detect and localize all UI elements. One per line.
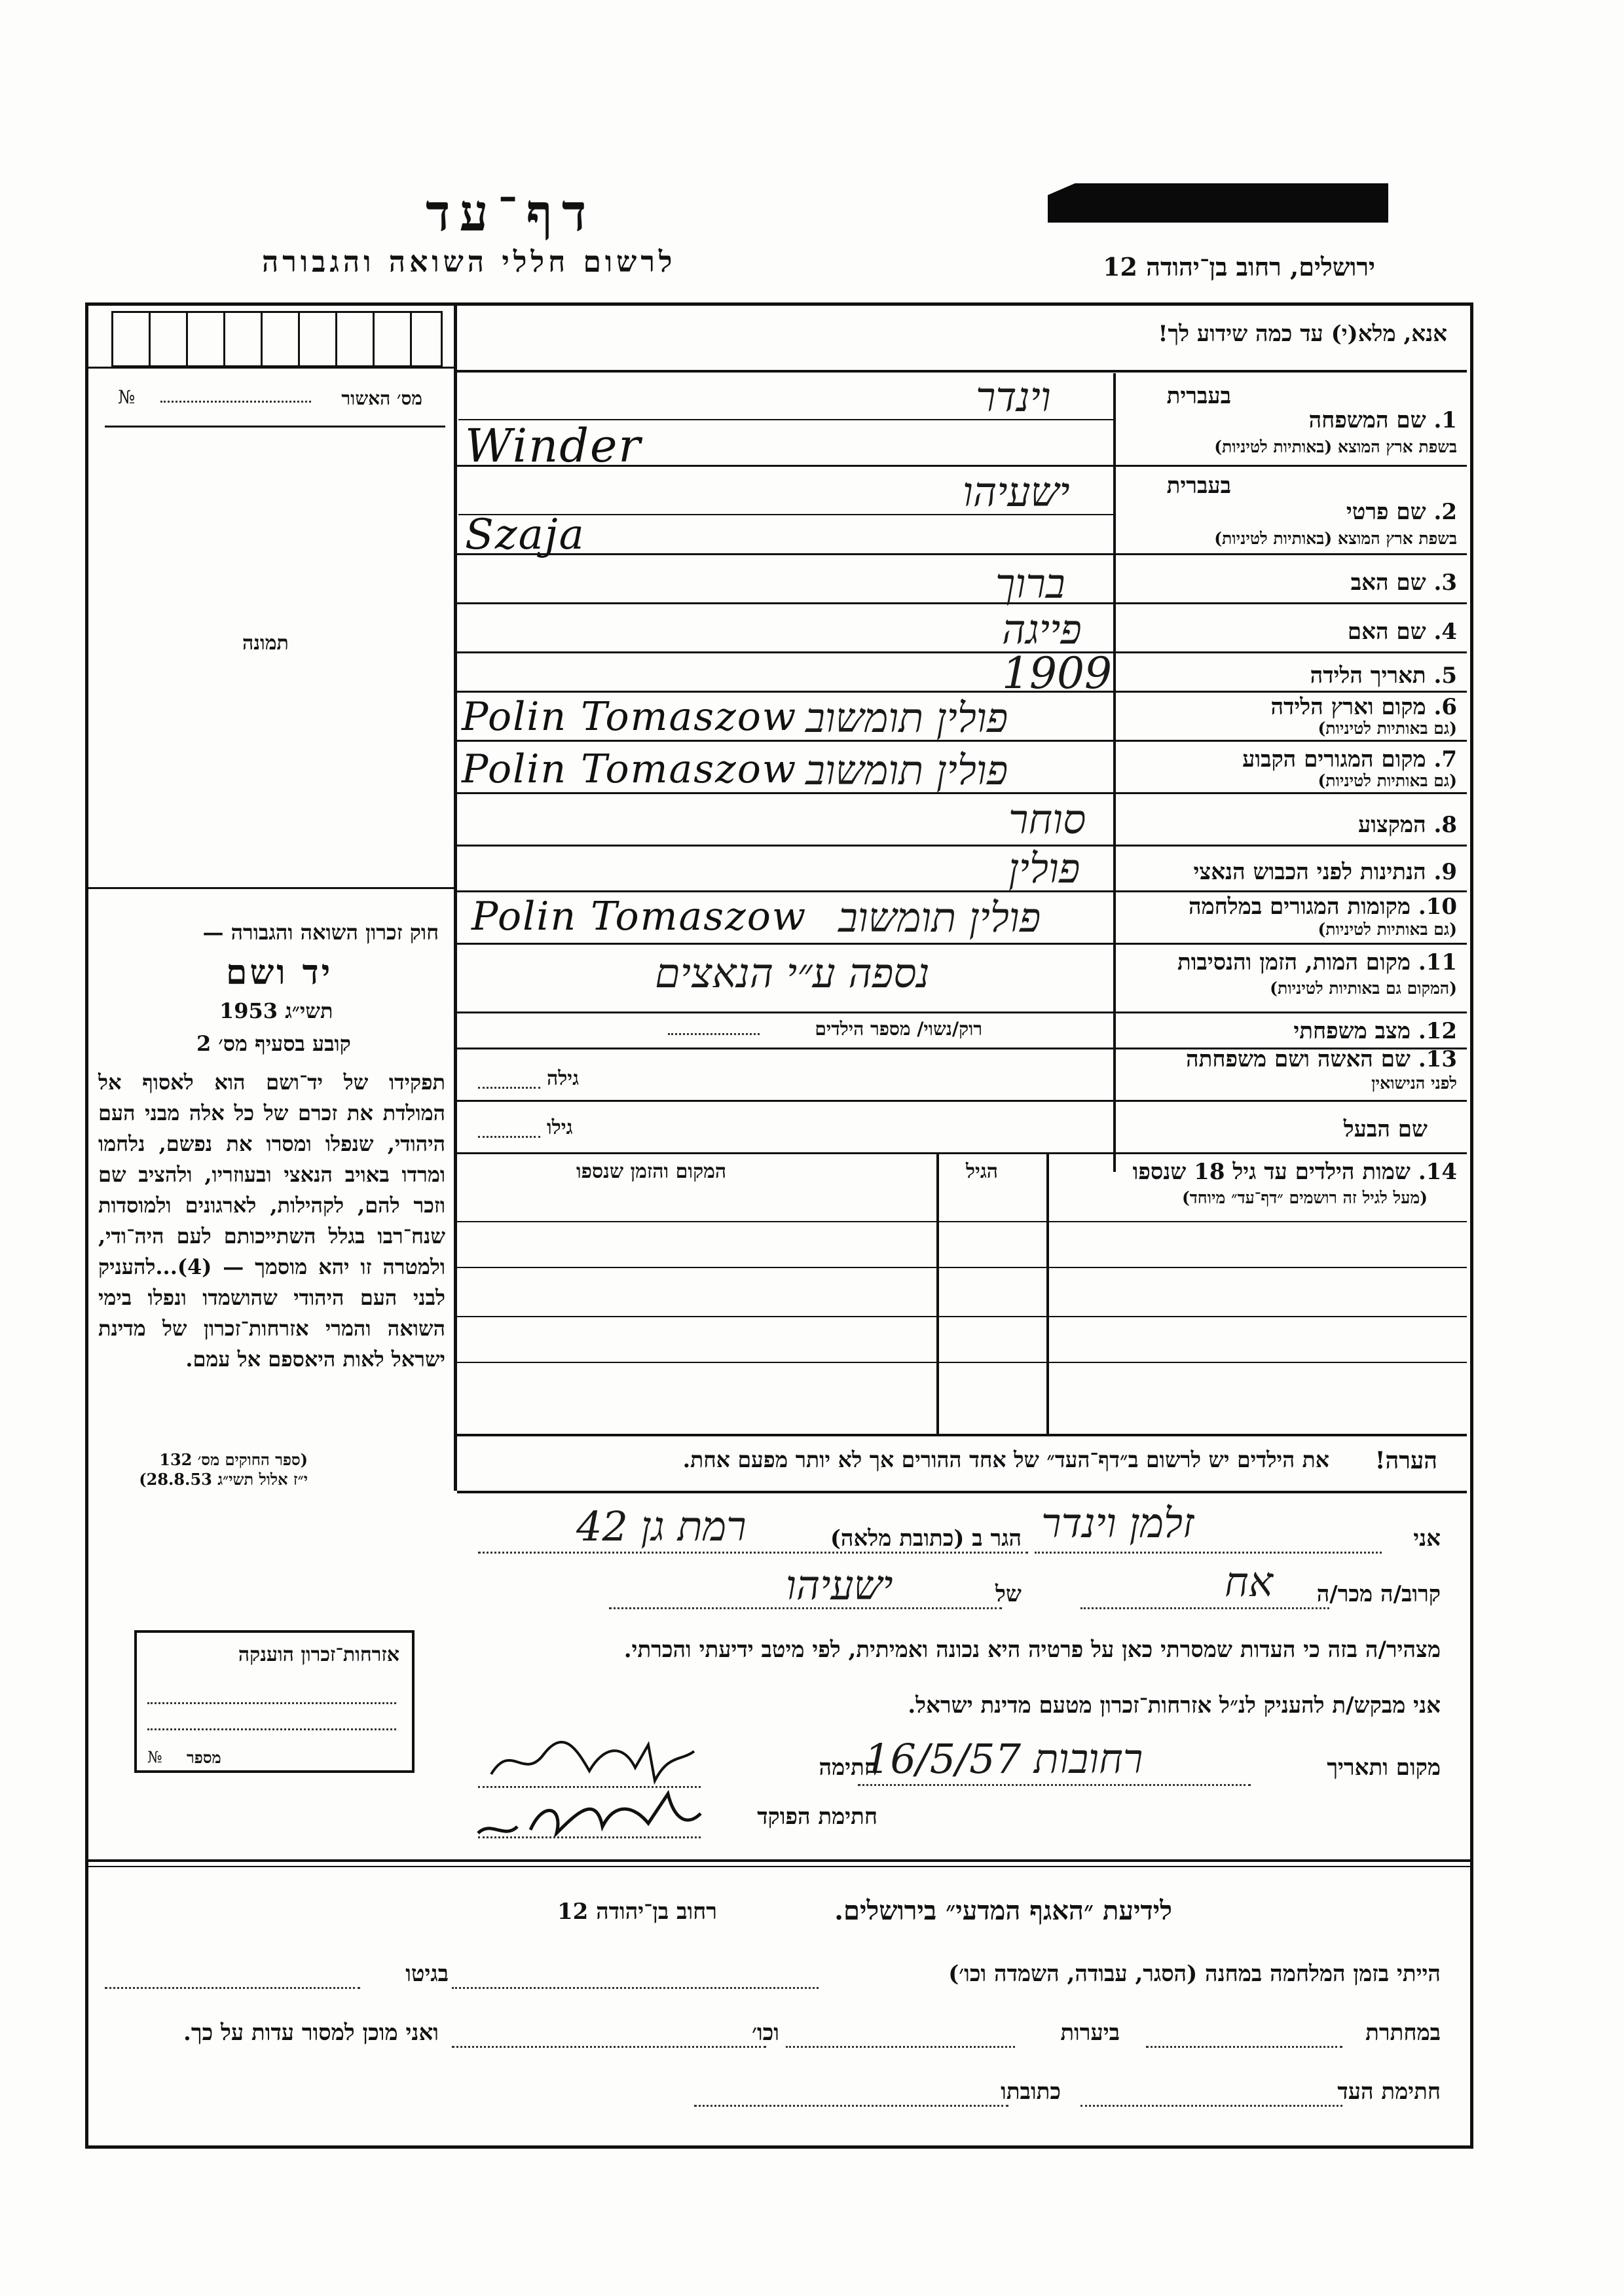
field-13-sub: לפני הנישואין xyxy=(1371,1074,1457,1093)
wartime-residence-hebrew: פולין תומשוב xyxy=(838,894,1041,941)
father-name: ברוך xyxy=(995,560,1065,608)
decl-statement: מצהיר/ה בזה כי העדות שמסרתי כאן על פרטיה היא נכונה ואמיתית, לפי מיטב ידיעתי והכרתי. xyxy=(623,1637,1441,1663)
footer-forests: ביערות xyxy=(1060,2020,1120,2046)
field-14-label: 14. שמות הילדים עד גיל 18 שנספו xyxy=(1132,1159,1457,1185)
decl-of-label: של xyxy=(995,1581,1022,1607)
declarant-name: זלמן וינדר xyxy=(1041,1499,1194,1547)
place-date: רחובות 16/5/57 xyxy=(864,1735,1143,1783)
instruction: אנא, מלא(י) עד כמה שידוע לך! xyxy=(1158,321,1447,347)
mother-name: פייגה xyxy=(1002,606,1082,653)
law-ref-2: י״ז אלול תשי״ג 28.8.53) xyxy=(139,1470,308,1489)
decl-signature-label: חתימה xyxy=(819,1755,877,1781)
field-11-label: 11. מקום המות, הזמן והנסיבות xyxy=(1177,949,1457,975)
husband-label: שם הבעל xyxy=(1343,1116,1428,1142)
header-address: ירושלים, רחוב בן־יהודה 12 xyxy=(1103,252,1375,282)
note-label: הערה! xyxy=(1375,1447,1437,1474)
death-circumstances: נספה ע״י הנאצים xyxy=(655,949,930,997)
footer-address: רחוב בן־יהודה 12 xyxy=(557,1899,717,1925)
approval-label: מס׳ האשור xyxy=(341,388,422,409)
law-year: תשי״ג 1953 xyxy=(219,998,333,1023)
form-subtitle: לרשום חללי השואה והגבורה xyxy=(262,246,676,279)
decl-ani: אני xyxy=(1413,1525,1441,1552)
id-boxes xyxy=(111,311,443,367)
field-2-sub: בשפת ארץ המוצא (באותיות לטיניות) xyxy=(1214,529,1457,548)
field-11-sub: (המקום גם באותיות לטיניות) xyxy=(1270,979,1457,998)
wife-age-label: גילה xyxy=(547,1067,580,1090)
form-title: דף־עד xyxy=(426,183,596,243)
yad-vashem-logo xyxy=(1048,183,1388,223)
field-1-label: 1. שם המשפחה xyxy=(1308,407,1457,433)
decl-relative-label: קרוב/ה מכר/ה xyxy=(1316,1581,1441,1607)
law-title: חוק זכרון השואה והגבורה — xyxy=(202,920,439,945)
field-14-sub: (מעל לגיל זה רושמים ״דף־עד״ מיוחד) xyxy=(1181,1188,1428,1207)
firstname-hebrew: ישעיהו xyxy=(963,468,1070,516)
decl-resident-label: הגר ב (כתובת מלאה) xyxy=(830,1525,1022,1552)
profession: סוחר xyxy=(1008,795,1086,843)
footer-address-label: כתובתו xyxy=(1001,2079,1061,2105)
photo-label: תמונה xyxy=(242,632,289,655)
hebrew-label-2: בעברית xyxy=(1166,473,1231,499)
approval-no: № xyxy=(118,386,136,408)
field-5-label: 5. תאריך הלידה xyxy=(1310,663,1457,689)
declarant-address: רמת גן 42 xyxy=(576,1503,747,1550)
field-10-label: 10. מקומות המגורים במלחמה xyxy=(1188,894,1457,920)
col-age: הגיל xyxy=(966,1160,999,1183)
note-text: את הילדים יש לרשום ב״דף־העד״ של אחד ההורים אך לא יותר מפעם אחת. xyxy=(682,1447,1329,1472)
declarant-signature xyxy=(485,1735,701,1787)
law-ref-1: (ספר החוקים מס׳ 132 xyxy=(159,1450,308,1469)
field-7-sub: (גם באותיות לטיניות) xyxy=(1318,771,1457,790)
wartime-residence-latin: Polin Tomaszow xyxy=(471,894,807,939)
field-8-label: 8. המקצוע xyxy=(1357,812,1457,838)
field-6-sub: (גם באותיות לטיניות) xyxy=(1318,719,1457,738)
firstname-latin: Szaja xyxy=(465,511,585,559)
nationality: פולין xyxy=(1008,845,1080,892)
residence-hebrew: פולין תומשוב xyxy=(805,746,1008,794)
law-name: יד ושם xyxy=(226,953,333,993)
field-6-label: 6. מקום וארץ הלידה xyxy=(1270,694,1457,720)
surname-latin: Winder xyxy=(465,419,642,473)
footer-title: לידיעת ״האגף המדעי״ בירושלים. xyxy=(834,1895,1172,1926)
footer-etc: וכו׳ xyxy=(752,2020,779,2046)
footer-witness-sig: חתימת העד xyxy=(1337,2079,1441,2105)
field-10-sub: (גם באותיות לטיניות) xyxy=(1318,920,1457,939)
field-13-label: 13. שם האשה ושם משפחתה xyxy=(1186,1046,1457,1072)
col-place-time: המקום והזמן שנספו xyxy=(576,1160,727,1183)
field-1-sub: בשפת ארץ המוצא (באותיות לטיניות) xyxy=(1214,437,1457,456)
birthplace-hebrew: פולין תומשוב xyxy=(805,694,1008,742)
field-7-label: 7. מקום המגורים הקבוע xyxy=(1242,746,1457,773)
law-clause: קובע בסעיף מס׳ 2 xyxy=(196,1031,351,1056)
field-4-label: 4. שם האם xyxy=(1347,619,1457,645)
residence-latin: Polin Tomaszow xyxy=(462,746,798,792)
field-2-label: 2. שם פרטי xyxy=(1346,499,1457,525)
decl-request: אני מבקש/ת להעניק לנ״ל אזרחות־זכרון מטעם מדינת ישראל. xyxy=(908,1692,1441,1719)
decl-place-date-label: מקום ותאריך xyxy=(1327,1755,1441,1781)
birthplace-latin: Polin Tomaszow xyxy=(462,694,798,740)
husband-age-label: גילו xyxy=(547,1116,573,1139)
relation: אח xyxy=(1225,1558,1273,1606)
footer-partisans: במחתרת xyxy=(1365,2020,1441,2046)
relative-of: ישעיהו xyxy=(786,1561,893,1609)
field-9-label: 9. הנתינות לפני הכבוש הנאצי xyxy=(1193,859,1457,885)
footer-line1: הייתי בזמן המלחמה במחנה (הסגר, עבודה, השמדה וכו׳) xyxy=(948,1961,1441,1987)
decl-official-sig-label: חתימת הפוקד xyxy=(757,1804,877,1830)
field-12-options: רוק/נשוי/ מספר הילדים xyxy=(815,1018,982,1040)
citizenship-number-label: מספר xyxy=(187,1748,221,1767)
hebrew-label-1: בעברית xyxy=(1166,383,1231,409)
footer-ghetto: בגיטו xyxy=(405,1961,449,1987)
field-3-label: 3. שם האב xyxy=(1350,570,1457,596)
citizenship-title: אזרחות־זכרון הוענקה xyxy=(238,1643,399,1666)
citizenship-no: № xyxy=(147,1748,162,1766)
footer-ready: ואני מוכן למסור עדות על כך. xyxy=(183,2020,439,2046)
birth-date: 1909 xyxy=(1002,648,1112,699)
law-text: תפקידו של יד־ושם הוא לאסוף אל המולדת את זכרם של כל אלה מבני העם היהודי, שנפלו ומסרו את נפשם, נלחמו ומרדו באויב הנאצי ובעוזריו, ולהציב שם וזכר להם, לקהילות, לארגונים ולמוסדות שנח־רבו בגלל השתייכותם לעם היה־ודי, ולמטרה זו יהא מוסמך — (4)...להעניק לבני העם היהודי שהושמדו ונפלו בימי השואה והמרי אזרחות־זכרון של מדינת ישראל לאות היאספם אל עמם. xyxy=(98,1070,445,1372)
field-12-label: 12. מצב משפחתי xyxy=(1293,1018,1457,1044)
surname-hebrew: וינדר xyxy=(976,373,1051,421)
